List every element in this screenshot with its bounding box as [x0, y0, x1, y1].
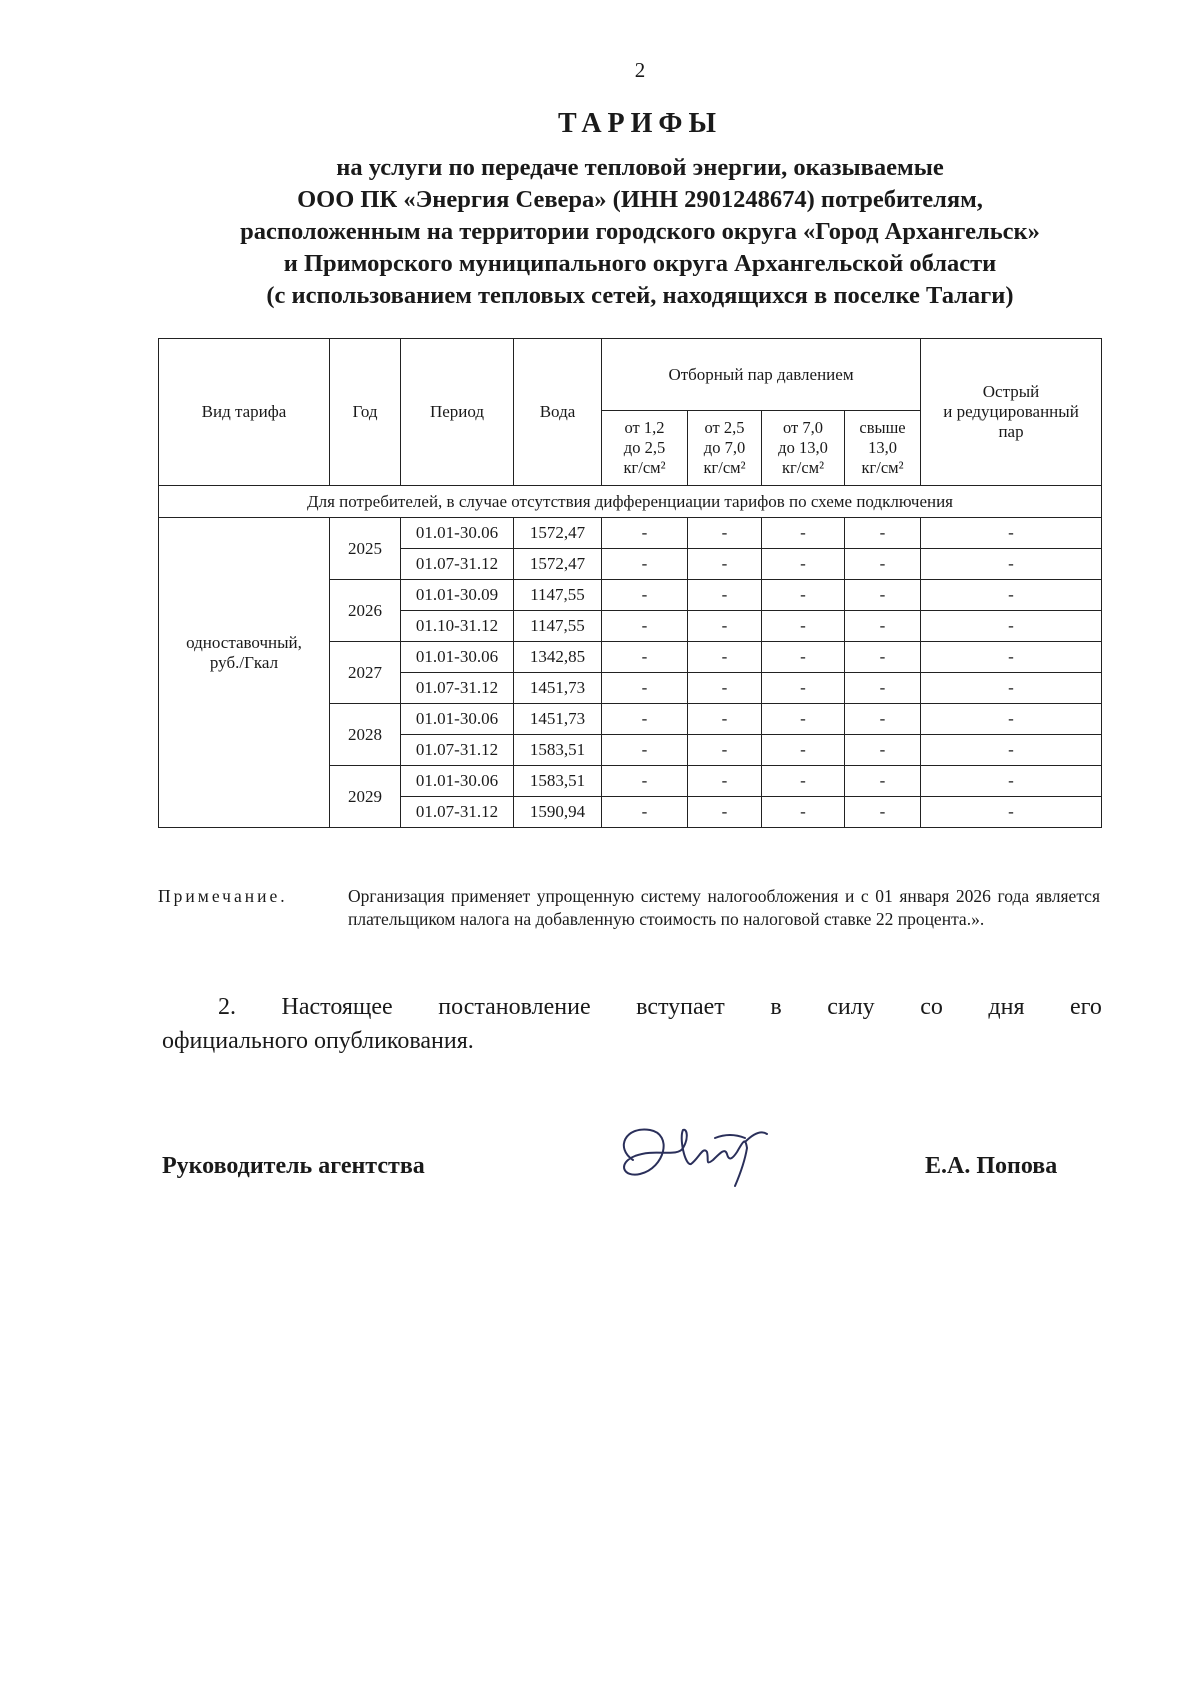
year-cell: 2027 [330, 642, 401, 704]
steam-cell: - [845, 735, 921, 766]
steam-cell: - [845, 797, 921, 828]
water-cell: 1147,55 [514, 611, 602, 642]
tariff-name-line: одноставочный, [186, 632, 302, 652]
steam-cell: - [688, 673, 762, 704]
year-cell: 2028 [330, 704, 401, 766]
header-line: до 2,5 [623, 438, 666, 457]
period-cell: 01.07-31.12 [401, 549, 514, 580]
steam-cell: - [762, 673, 845, 704]
steam-cell: - [762, 766, 845, 797]
clause-number: 2. [218, 994, 236, 1020]
clause-word: Настоящее [281, 994, 393, 1020]
steam-cell: - [845, 766, 921, 797]
header-steam-2 [688, 411, 762, 486]
header-line: кг/см² [781, 458, 825, 477]
tariff-name-cell [159, 518, 330, 828]
year-cell: 2029 [330, 766, 401, 828]
tariffs-table [158, 338, 1102, 828]
header-sharp-line: и редуцированный [943, 402, 1079, 421]
steam-cell: - [602, 735, 688, 766]
steam-cell: - [921, 611, 1102, 642]
steam-cell: - [845, 611, 921, 642]
steam-cell: - [921, 797, 1102, 828]
steam-cell: - [921, 766, 1102, 797]
subtitle-line: на услуги по передаче тепловой энергии, оказываемые [336, 154, 944, 181]
steam-cell: - [602, 642, 688, 673]
steam-cell: - [762, 518, 845, 549]
header-line: кг/см² [703, 458, 746, 477]
steam-cell: - [602, 766, 688, 797]
header-sharp-steam [921, 339, 1102, 486]
note-label: Примечание. [158, 886, 288, 906]
steam-cell: - [602, 704, 688, 735]
water-cell: 1572,47 [514, 518, 602, 549]
subtitle-line: и Приморского муниципального округа Архангельской области [283, 250, 997, 277]
steam-cell: - [762, 549, 845, 580]
clause-word: со [920, 994, 943, 1020]
tariff-name-line: руб./Гкал [209, 652, 279, 672]
water-cell: 1583,51 [514, 735, 602, 766]
section-caption: Для потребителей, в случае отсутствия дифференциации тарифов по схеме подключения [159, 486, 1102, 518]
steam-cell: - [688, 549, 762, 580]
header-steam-4 [845, 411, 921, 486]
steam-cell: - [921, 735, 1102, 766]
header-period: Период [401, 339, 514, 486]
steam-cell: - [762, 580, 845, 611]
steam-cell: - [921, 642, 1102, 673]
clause-word: его [1070, 994, 1102, 1020]
period-cell: 01.10-31.12 [401, 611, 514, 642]
water-cell: 1451,73 [514, 704, 602, 735]
header-water: Вода [514, 339, 602, 486]
steam-cell: - [688, 735, 762, 766]
clause-word: постановление [438, 994, 591, 1020]
water-cell: 1147,55 [514, 580, 602, 611]
header-line: от 2,5 [704, 418, 745, 437]
steam-cell: - [762, 611, 845, 642]
steam-cell: - [762, 735, 845, 766]
steam-cell: - [845, 518, 921, 549]
water-cell: 1342,85 [514, 642, 602, 673]
steam-cell: - [688, 611, 762, 642]
steam-cell: - [602, 673, 688, 704]
header-line: до 13,0 [778, 438, 828, 457]
steam-cell: - [845, 673, 921, 704]
header-steam-3 [762, 411, 845, 486]
header-year: Год [330, 339, 401, 486]
steam-cell: - [762, 642, 845, 673]
steam-cell: - [921, 673, 1102, 704]
steam-cell: - [845, 549, 921, 580]
period-cell: 01.01-30.06 [401, 766, 514, 797]
water-cell: 1583,51 [514, 766, 602, 797]
header-steam-1 [602, 411, 688, 486]
subtitle-line: (с использованием тепловых сетей, находящихся в поселке Талаги) [266, 282, 1014, 309]
header-line: до 7,0 [703, 438, 746, 457]
steam-cell: - [921, 518, 1102, 549]
steam-cell: - [845, 642, 921, 673]
subtitle-line: ООО ПК «Энергия Севера» (ИНН 2901248674) потребителям, [297, 186, 983, 213]
note-text: Организация применяет упрощенную систему налогообложения и с 01 января 2026 года является плательщиком налога на добавленную стоимость по налоговой ставке 22 процента.». [348, 886, 1100, 929]
period-cell: 01.01-30.06 [401, 518, 514, 549]
signatory-role: Руководитель агентства [162, 1153, 425, 1179]
header-tariff-type: Вид тарифа [159, 339, 330, 486]
header-line: от 1,2 [624, 418, 665, 437]
steam-cell: - [688, 642, 762, 673]
period-cell: 01.01-30.09 [401, 580, 514, 611]
clause-line: официального опубликования. [162, 1028, 474, 1054]
header-steam-group: Отборный пар давлением [602, 339, 921, 411]
water-cell: 1451,73 [514, 673, 602, 704]
year-cell: 2025 [330, 518, 401, 580]
steam-cell: - [602, 580, 688, 611]
clause-word: вступает [636, 994, 725, 1020]
steam-cell: - [602, 549, 688, 580]
steam-cell: - [688, 518, 762, 549]
steam-cell: - [921, 704, 1102, 735]
steam-cell: - [602, 611, 688, 642]
steam-cell: - [602, 797, 688, 828]
steam-cell: - [845, 580, 921, 611]
document-title: ТАРИФЫ [558, 108, 722, 139]
period-cell: 01.01-30.06 [401, 704, 514, 735]
steam-cell: - [921, 580, 1102, 611]
page-number: 2 [634, 58, 646, 82]
header-line: 13,0 [868, 438, 897, 457]
steam-cell: - [688, 766, 762, 797]
steam-cell: - [688, 704, 762, 735]
steam-cell: - [602, 518, 688, 549]
document-subtitle [150, 152, 1130, 312]
period-cell: 01.01-30.06 [401, 642, 514, 673]
period-cell: 01.07-31.12 [401, 735, 514, 766]
water-cell: 1590,94 [514, 797, 602, 828]
header-line: свыше [859, 418, 906, 437]
subtitle-line: расположенным на территории городского округа «Город Архангельск» [240, 218, 1040, 245]
period-cell: 01.07-31.12 [401, 673, 514, 704]
steam-cell: - [762, 704, 845, 735]
steam-cell: - [688, 797, 762, 828]
header-sharp-line: пар [998, 422, 1024, 441]
header-line: от 7,0 [783, 418, 823, 437]
clause-word: силу [827, 994, 875, 1020]
year-cell: 2026 [330, 580, 401, 642]
header-line: кг/см² [623, 458, 666, 477]
steam-cell: - [688, 580, 762, 611]
clause-2 [162, 990, 1102, 1058]
period-cell: 01.07-31.12 [401, 797, 514, 828]
steam-cell: - [845, 704, 921, 735]
clause-word: в [770, 994, 782, 1020]
header-sharp-line: Острый [982, 382, 1040, 401]
steam-cell: - [762, 797, 845, 828]
clause-word: дня [988, 994, 1025, 1020]
signatory-name: Е.А. Попова [925, 1153, 1058, 1179]
handwritten-signature [595, 1108, 795, 1198]
table-row [159, 518, 1102, 549]
water-cell: 1572,47 [514, 549, 602, 580]
clause-line [162, 990, 1102, 1024]
steam-cell: - [921, 549, 1102, 580]
header-line: кг/см² [861, 458, 904, 477]
